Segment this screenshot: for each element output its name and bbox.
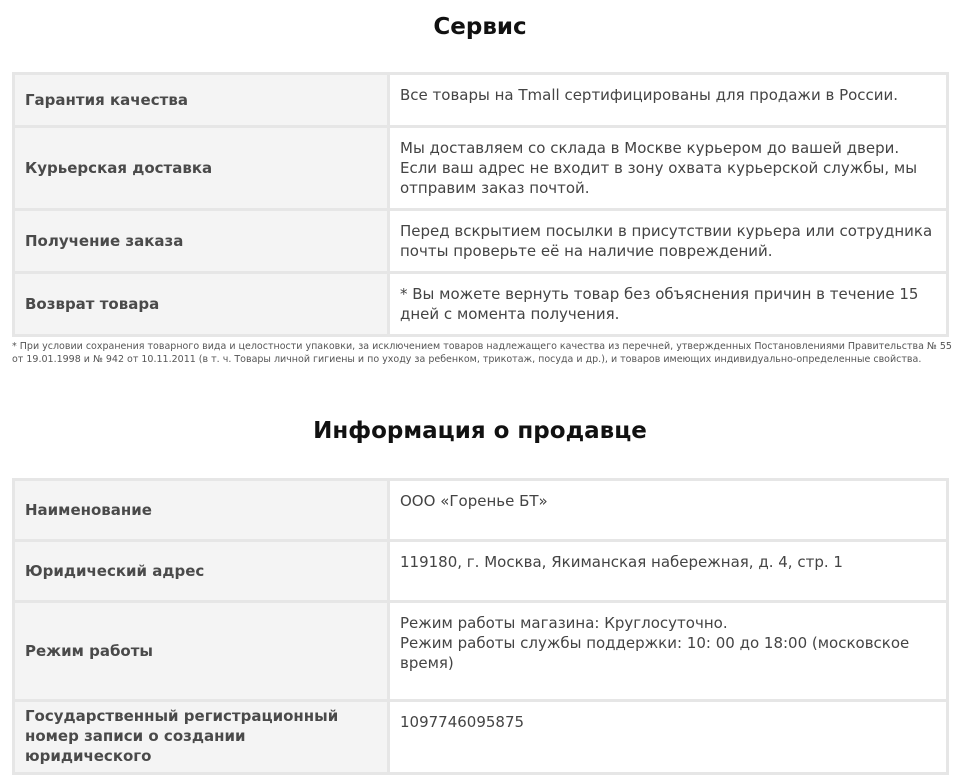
order-receipt-label: Получение заказа <box>15 211 387 271</box>
seller-info-table <box>12 478 949 775</box>
registration-number-label: Государственный регистрационный номер записи о создании юридического <box>15 702 387 772</box>
table-row <box>15 542 946 600</box>
table-row <box>15 481 946 539</box>
table-row <box>15 702 946 772</box>
store-hours-line: Режим работы магазина: Круглосуточно. <box>400 614 728 632</box>
seller-name-value: ООО «Горенье БТ» <box>390 481 946 539</box>
working-hours-value <box>390 603 946 699</box>
quality-guarantee-label: Гарантия качества <box>15 75 387 125</box>
table-row <box>15 603 946 699</box>
order-receipt-value: Перед вскрытием посылки в присутствии курьера или сотрудника почты проверьте её на наличие повреждений. <box>390 211 946 271</box>
service-info-table <box>12 72 949 337</box>
legal-address-label: Юридический адрес <box>15 542 387 600</box>
return-policy-footnote: * При условии сохранения товарного вида и целостности упаковки, за исключением товаров надлежащего качества из перечней, утвержденных Постановлениями Правительства № 55 от 19.01.1998 и № 942 от 10.11.2011 (в т. ч. Товары личной гигиены и по уходу за ребенком, трикотаж, посуда и др.), и товаров имеющих индивидуально-определенные свойства. <box>12 341 952 365</box>
seller-name-label: Наименование <box>15 481 387 539</box>
table-row <box>15 211 946 271</box>
service-section-title: Сервис <box>433 14 527 40</box>
quality-guarantee-value: Все товары на Tmall сертифицированы для продажи в России. <box>390 75 946 125</box>
seller-section-title: Информация о продавце <box>313 418 647 444</box>
product-return-value: * Вы можете вернуть товар без объяснения причин в течение 15 дней с момента получения. <box>390 274 946 334</box>
courier-delivery-value: Мы доставляем со склада в Москве курьером до вашей двери. Если ваш адрес не входит в зону охвата курьерской службы, мы отправим заказ почтой. <box>390 128 946 208</box>
table-row <box>15 274 946 334</box>
legal-address-value: 119180, г. Москва, Якиманская набережная, д. 4, стр. 1 <box>390 542 946 600</box>
support-hours-line: Режим работы службы поддержки: 10: 00 до 18:00 (московское время) <box>400 634 910 672</box>
table-row <box>15 128 946 208</box>
registration-number-value: 1097746095875 <box>390 702 946 772</box>
working-hours-label: Режим работы <box>15 603 387 699</box>
product-return-label: Возврат товара <box>15 274 387 334</box>
courier-delivery-label: Курьерская доставка <box>15 128 387 208</box>
table-row <box>15 75 946 125</box>
